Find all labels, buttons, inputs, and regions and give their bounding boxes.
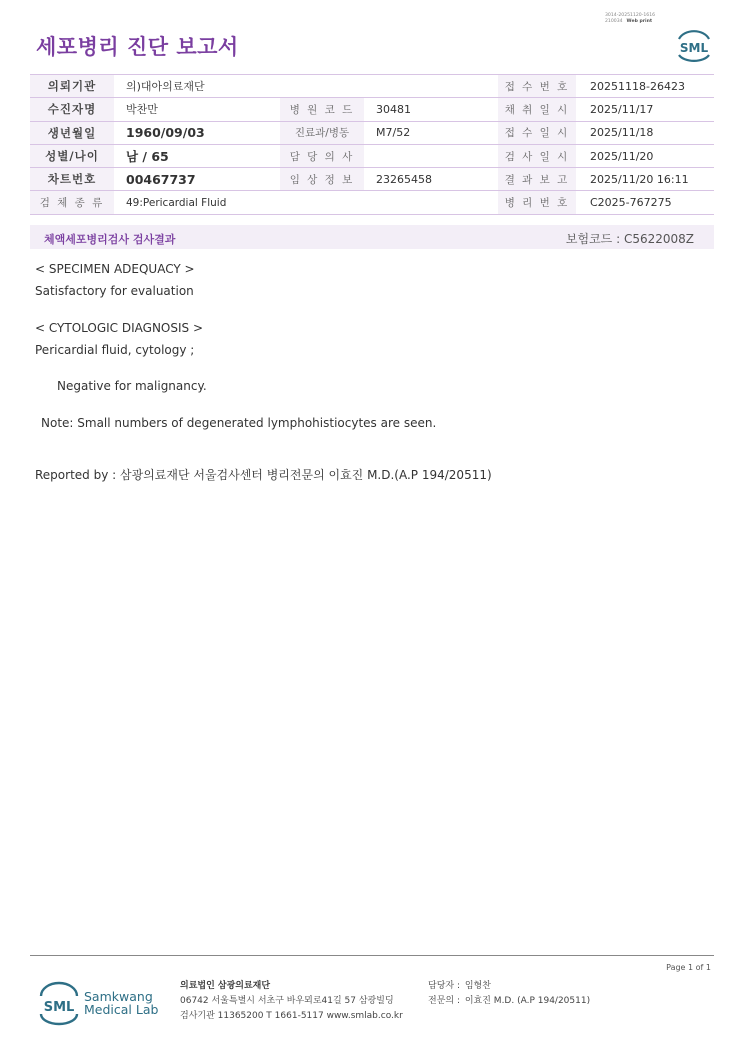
note-text: Note: Small numbers of degenerated lymphohistiocytes are seen.: [41, 416, 437, 430]
value-receipt-date: 2025/11/18: [576, 121, 714, 144]
value-requesting-institution: 의)대아의료재단: [114, 75, 498, 98]
info-row: [30, 191, 714, 214]
report-title: 세포병리 진단 보고서: [36, 35, 239, 59]
result-section-header: [30, 225, 714, 249]
diagnosis-line2: Negative for malignancy.: [57, 379, 207, 393]
org-address: 06742 서울특별시 서초구 바우뫼로41길 57 삼광빌딩: [180, 996, 394, 1006]
value-hospital-code: 30481: [364, 98, 498, 121]
label-collection-date: 채 취 일 시: [498, 98, 576, 121]
patient-info-table: [30, 74, 714, 215]
value-result-report: 2025/11/20 16:11: [576, 168, 714, 191]
reported-by: Reported by : 삼광의료재단 서울검사센터 병리전문의 이효진 M.D.(A.P 194/20511): [35, 468, 492, 482]
value-chart-number: 00467737: [114, 168, 280, 191]
adequacy-text: Satisfactory for evaluation: [35, 284, 194, 298]
sml-logo-icon: [37, 980, 81, 1026]
label-test-date: 검 사 일 시: [498, 144, 576, 167]
print-meta-line1: 3014-20251120-1616: [605, 13, 656, 18]
value-attending-doctor: [364, 144, 498, 167]
brand-name: [84, 990, 158, 1016]
value-specimen-type: 49:Pericardial Fluid: [114, 191, 498, 214]
value-birth-date: 1960/09/03: [114, 121, 280, 144]
label-result-report: 결 과 보 고: [498, 168, 576, 191]
staff-name: 임형찬: [464, 981, 491, 991]
value-sex-age: 남 / 65: [114, 144, 280, 167]
staff-info: [428, 979, 590, 1009]
value-collection-date: 2025/11/17: [576, 98, 714, 121]
label-department-ward: 진료과/병동: [280, 121, 364, 144]
brand-line2: Medical Lab: [84, 1002, 159, 1017]
adequacy-heading: < SPECIMEN ADEQUACY >: [35, 262, 195, 276]
sml-logo-icon: [673, 24, 715, 64]
staff-label: 담당자 :: [428, 981, 460, 991]
info-row: [30, 168, 714, 191]
diagnosis-line1: Pericardial fluid, cytology ;: [35, 343, 195, 357]
label-specimen-type: 검 체 종 류: [30, 191, 114, 214]
specialist-name: 이효진 M.D. (A.P 194/20511): [464, 996, 591, 1006]
value-department-ward: M7/52: [364, 121, 498, 144]
value-test-date: 2025/11/20: [576, 144, 714, 167]
label-birth-date: 생년월일: [30, 121, 114, 144]
logo-text: SML: [679, 41, 709, 55]
label-chart-number: 차트번호: [30, 168, 114, 191]
web-print-label: Web print: [626, 19, 653, 24]
brand-line1: Samkwang: [84, 989, 153, 1004]
value-accession-number: 20251118-26423: [576, 75, 714, 98]
org-contact: 검사기관 11365200 T 1661-5117 www.smlab.co.kr: [180, 1011, 403, 1021]
specialist-label: 전문의 :: [428, 996, 460, 1006]
info-row: [30, 121, 714, 144]
print-meta: [605, 13, 655, 25]
org-info: [180, 979, 403, 1024]
diagnosis-heading: < CYTOLOGIC DIAGNOSIS >: [35, 321, 204, 335]
info-row: [30, 98, 714, 121]
page-number: Page 1 of 1: [666, 963, 711, 972]
logo-text: SML: [43, 1000, 75, 1015]
footer-divider: [30, 955, 714, 956]
label-hospital-code: 병 원 코 드: [280, 98, 364, 121]
label-clinical-info: 임 상 정 보: [280, 168, 364, 191]
label-receipt-date: 접 수 일 시: [498, 121, 576, 144]
org-name: 의료법인 삼광의료재단: [180, 981, 271, 991]
label-pathology-number: 병 리 번 호: [498, 191, 576, 214]
label-accession-number: 접 수 번 호: [498, 75, 576, 98]
label-requesting-institution: 의뢰기관: [30, 75, 114, 98]
label-attending-doctor: 담 당 의 사: [280, 144, 364, 167]
value-pathology-number: C2025-767275: [576, 191, 714, 214]
label-sex-age: 성별/나이: [30, 144, 114, 167]
value-patient-name: 박찬만: [114, 98, 280, 121]
label-patient-name: 수진자명: [30, 98, 114, 121]
insurance-code: 보험코드 : C5622008Z: [565, 232, 694, 246]
section-title: 체액세포병리검사 검사결과: [44, 233, 176, 246]
print-meta-line2: 210034: [605, 19, 623, 24]
info-row: [30, 75, 714, 98]
value-clinical-info: 23265458: [364, 168, 498, 191]
info-row: [30, 144, 714, 167]
